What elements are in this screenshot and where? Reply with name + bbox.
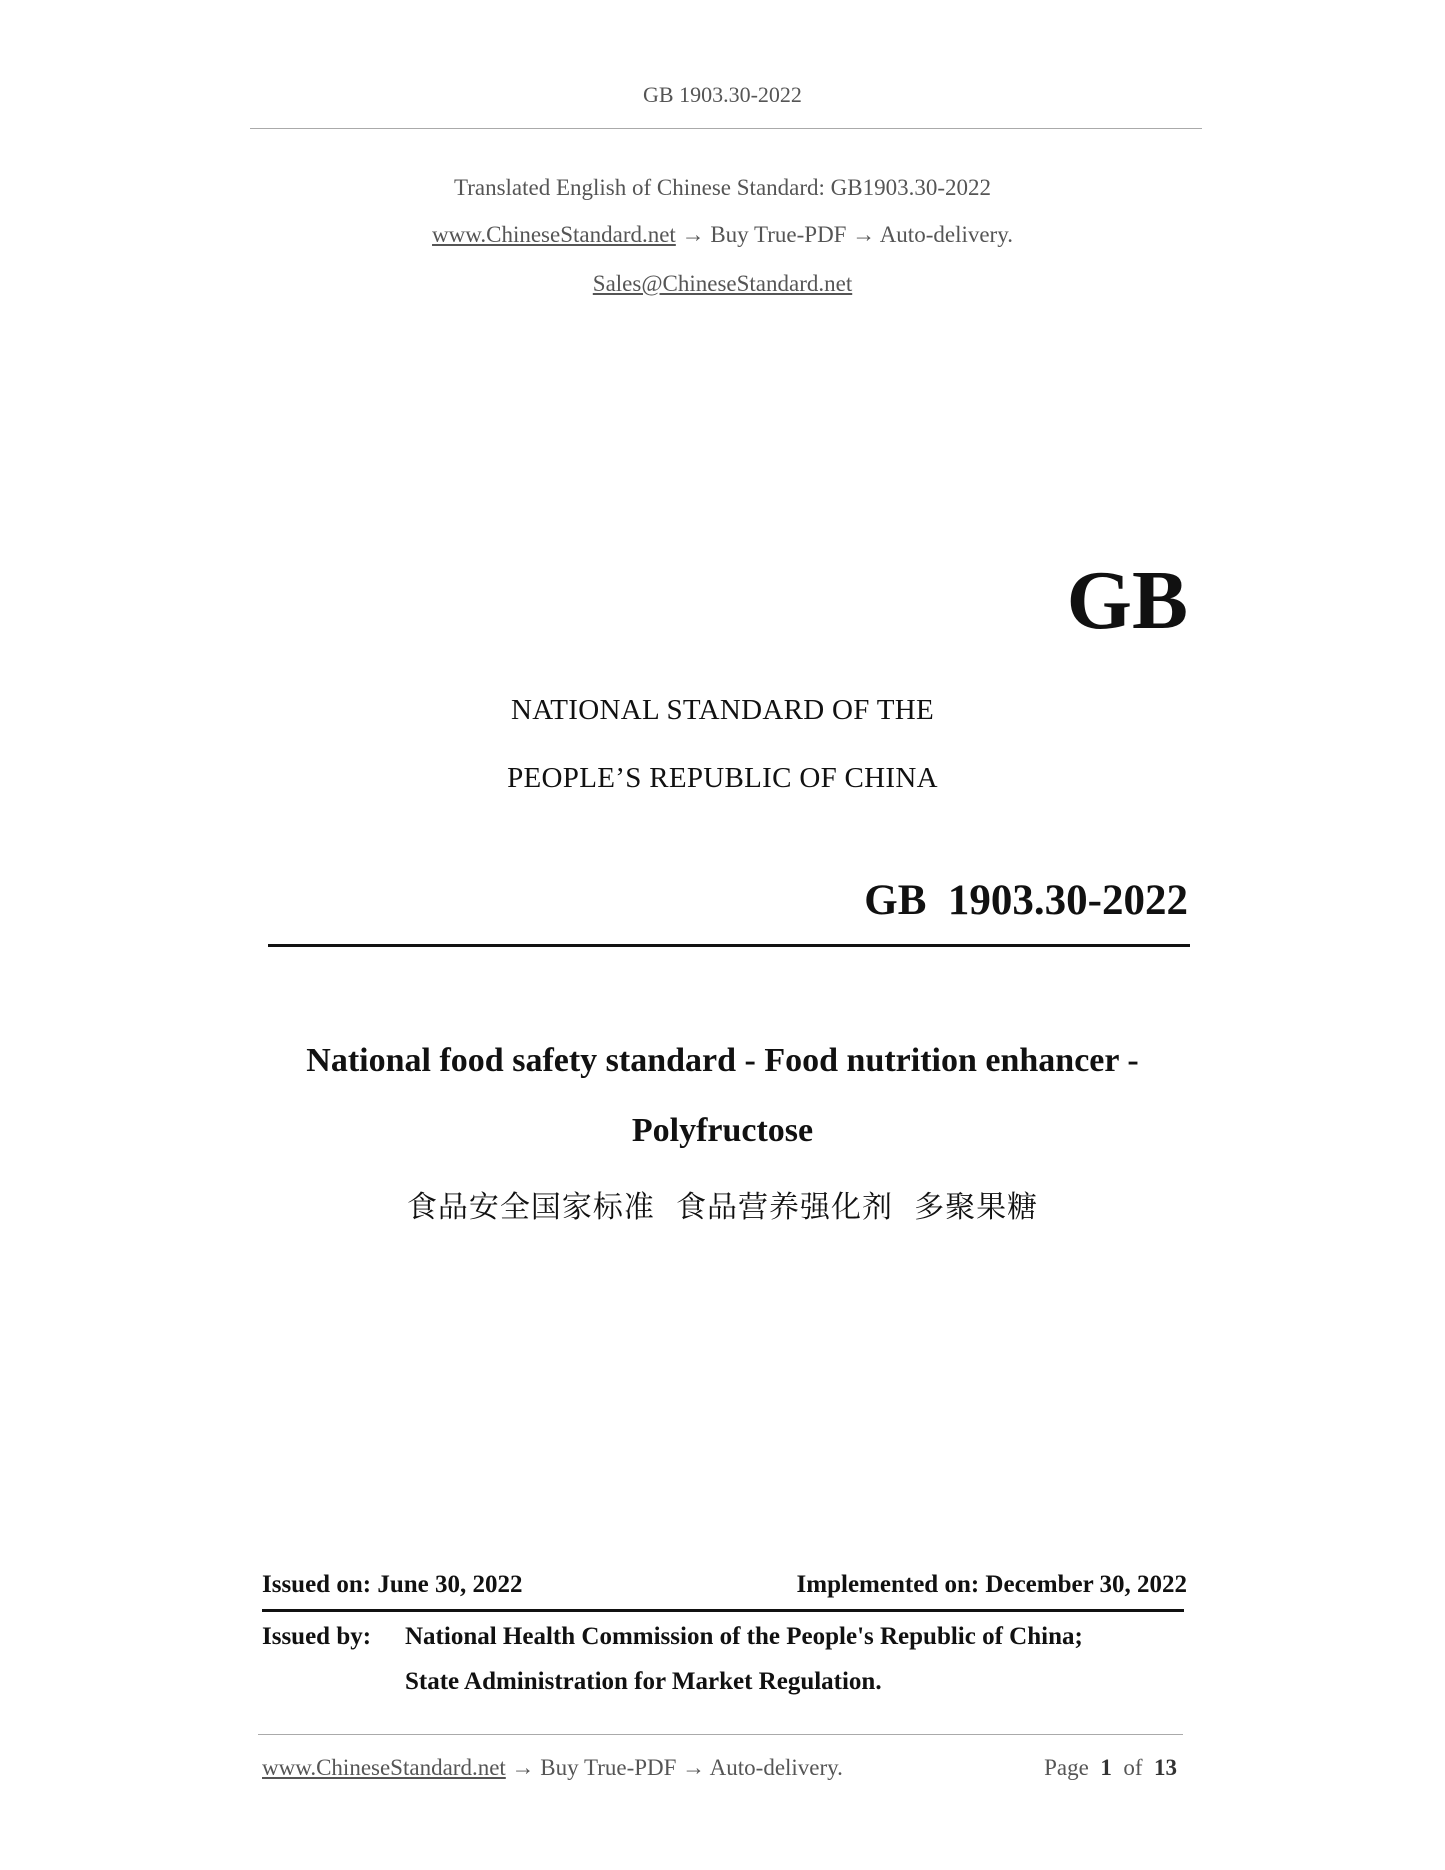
english-title-line-2: Polyfructose — [631, 1112, 814, 1149]
national-standard-line: NATIONAL STANDARD OF THE — [511, 694, 934, 726]
english-title-line-1: National food safety standard - Food nutrition enhancer - — [306, 1042, 1139, 1079]
standard-number-rule — [268, 944, 1190, 947]
email-link[interactable]: Sales@ChineseStandard.net — [592, 271, 853, 296]
page-current: 1 — [1100, 1755, 1112, 1780]
page-label: Page — [1044, 1755, 1089, 1780]
translation-notice: Translated English of Chinese Standard: GB1903.30-2022 — [453, 175, 992, 200]
email-line — [0, 271, 1445, 297]
header-divider — [250, 128, 1202, 129]
footer-promo — [262, 1755, 843, 1781]
standard-number: GB 1903.30-2022 — [864, 877, 1188, 924]
promo-line — [0, 222, 1445, 248]
website-link[interactable]: www.ChineseStandard.net — [432, 222, 676, 247]
issue-rule — [262, 1609, 1184, 1612]
page-indicator — [1044, 1755, 1177, 1781]
gb-logo: GB — [1066, 554, 1188, 647]
issuer-line-1: National Health Commission of the People's Republic of China; — [405, 1623, 1083, 1650]
promo-text: → Buy True-PDF → Auto-delivery. — [675, 222, 1013, 247]
implemented-on-date: Implemented on: December 30, 2022 — [796, 1571, 1187, 1598]
running-header: GB 1903.30-2022 — [643, 82, 802, 107]
issuer-line-2: State Administration for Market Regulation. — [405, 1668, 882, 1695]
page-of: of — [1123, 1755, 1143, 1780]
chinese-title: 食品安全国家标准 食品营养强化剂 多聚果糖 — [406, 1190, 1039, 1225]
page-total: 13 — [1154, 1755, 1177, 1780]
issued-by-label: Issued by: — [262, 1623, 372, 1650]
issued-on-date: Issued on: June 30, 2022 — [262, 1571, 523, 1598]
footer-promo-text: → Buy True-PDF → Auto-delivery. — [505, 1755, 843, 1780]
footer-website-link[interactable]: www.ChineseStandard.net — [262, 1755, 506, 1780]
footer-divider — [258, 1734, 1183, 1735]
republic-line: PEOPLE’S REPUBLIC OF CHINA — [507, 762, 938, 794]
